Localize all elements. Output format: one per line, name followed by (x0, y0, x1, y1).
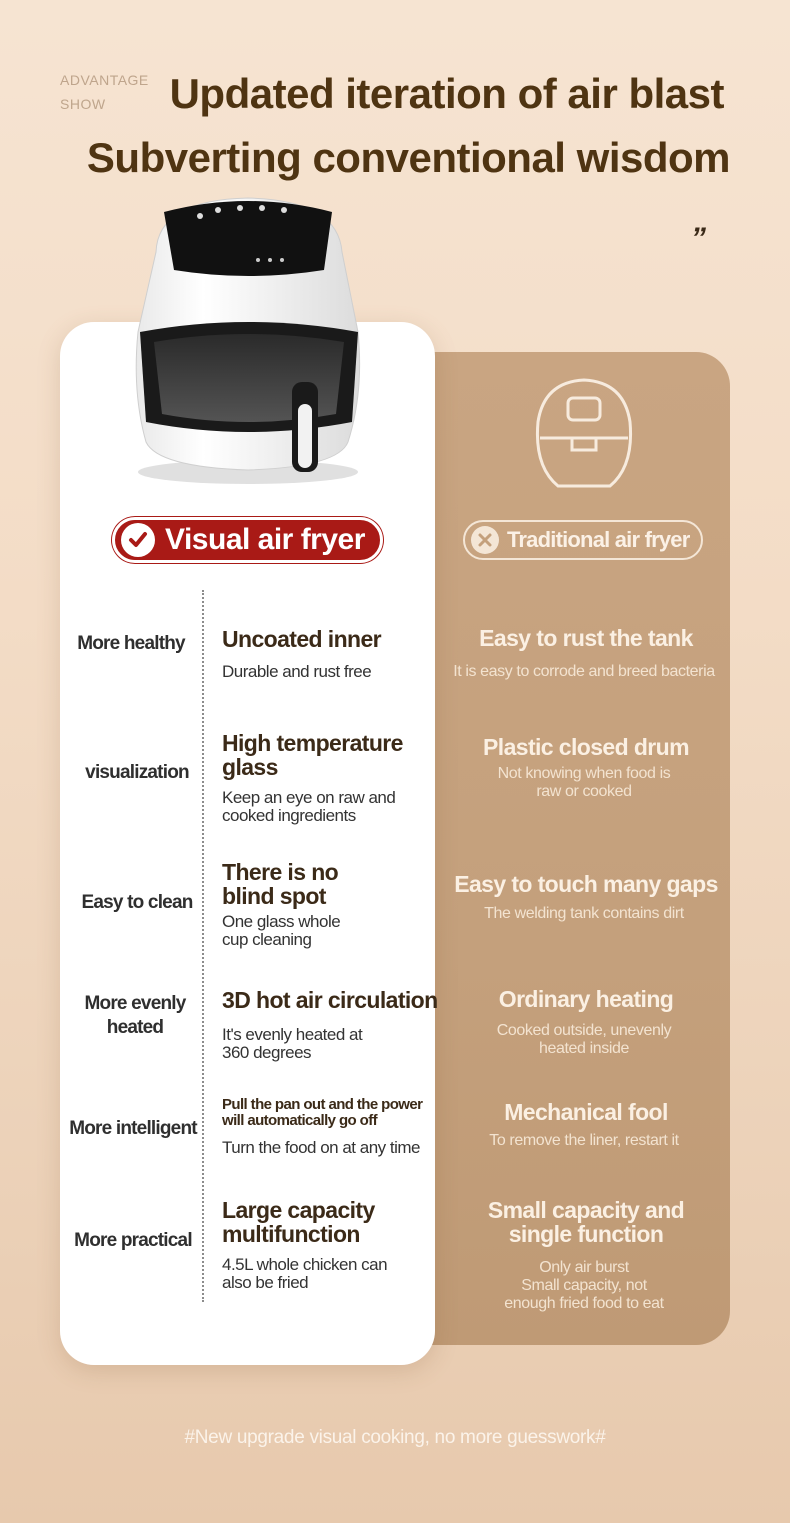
row-label-healthy: More healthy (77, 633, 185, 654)
air-fryer-outline-icon (534, 376, 634, 492)
trad-desc-small-line1: Only air burst (539, 1259, 629, 1276)
trad-desc-gaps: The welding tank contains dirt (484, 905, 684, 922)
row-label-clean: Easy to clean (81, 892, 193, 913)
adv-title-glass-line2: glass (222, 754, 278, 780)
row-label-visualization: visualization (85, 762, 189, 783)
adv-desc-glass-line2: cooked ingredients (222, 806, 356, 825)
traditional-air-fryer-label: Traditional air fryer (507, 527, 690, 552)
visual-air-fryer-badge (112, 517, 383, 563)
trad-title-mechanical: Mechanical fool (504, 1099, 668, 1125)
adv-desc-blindspot-line2: cup cleaning (222, 930, 312, 949)
adv-desc-capacity-line2: also be fried (222, 1273, 309, 1292)
footer-tagline: #New upgrade visual cooking, no more guesswork# (184, 1427, 606, 1448)
adv-desc-capacity-line1: 4.5L whole chicken can (222, 1255, 388, 1274)
close-icon (471, 526, 499, 554)
adv-desc-3d-line1: It's evenly heated at (222, 1025, 363, 1044)
adv-desc-uncoated: Durable and rust free (222, 662, 372, 681)
adv-title-glass-line1: High temperature (222, 730, 403, 756)
adv-title-blindspot-line1: There is no (222, 859, 339, 885)
row-label-intelligent: More intelligent (69, 1118, 197, 1139)
row-label-evenly-line1: More evenly (84, 993, 186, 1014)
row-label-practical: More practical (74, 1230, 192, 1251)
trad-title-small-line2: single function (508, 1221, 664, 1247)
trad-desc-ordinary-line2: heated inside (539, 1040, 629, 1057)
page-title-line1: Updated iteration of air blast (169, 70, 724, 117)
page-title-line2: Subverting conventional wisdom (86, 134, 730, 181)
quote-mark: ” (691, 222, 706, 255)
trad-title-ordinary: Ordinary heating (498, 986, 674, 1012)
adv-desc-blindspot-line1: One glass whole (222, 912, 341, 931)
dotted-divider (202, 590, 204, 1302)
adv-title-pull-line1: Pull the pan out and the power (222, 1096, 423, 1113)
row-label-evenly-line2: heated (106, 1017, 164, 1038)
trad-desc-mechanical: To remove the liner, restart it (489, 1132, 679, 1149)
trad-desc-small-line3: enough fried food to eat (504, 1295, 664, 1312)
trad-desc-plastic-line1: Not knowing when food is (497, 765, 671, 782)
advantage-label-line1: ADVANTAGE (60, 72, 149, 88)
traditional-air-fryer-badge (463, 520, 703, 560)
adv-desc-pull: Turn the food on at any time (222, 1138, 420, 1157)
air-fryer-product-image (128, 192, 368, 488)
trad-desc-rust: It is easy to corrode and breed bacteria (453, 663, 715, 680)
advantage-show-label (60, 68, 149, 116)
trad-title-rust: Easy to rust the tank (479, 625, 693, 651)
check-icon (121, 523, 155, 557)
adv-title-capacity-line2: multifunction (222, 1221, 360, 1247)
visual-air-fryer-label: Visual air fryer (165, 523, 365, 556)
adv-title-blindspot-line2: blind spot (222, 883, 326, 909)
trad-title-small-line1: Small capacity and (487, 1197, 685, 1223)
trad-desc-ordinary-line1: Cooked outside, unevenly (496, 1022, 672, 1039)
adv-desc-3d-line2: 360 degrees (222, 1043, 312, 1062)
adv-title-uncoated: Uncoated inner (222, 626, 382, 652)
trad-title-gaps: Easy to touch many gaps (454, 871, 718, 897)
trad-title-plastic: Plastic closed drum (483, 734, 689, 760)
adv-title-pull-line2: will automatically go off (222, 1112, 378, 1129)
adv-title-capacity-line1: Large capacity (222, 1197, 375, 1223)
adv-desc-glass-line1: Keep an eye on raw and (222, 788, 396, 807)
advantage-label-line2: SHOW (60, 96, 106, 112)
adv-title-3d: 3D hot air circulation (222, 987, 438, 1013)
trad-desc-small-line2: Small capacity, not (521, 1277, 647, 1294)
trad-desc-plastic-line2: raw or cooked (536, 783, 632, 800)
